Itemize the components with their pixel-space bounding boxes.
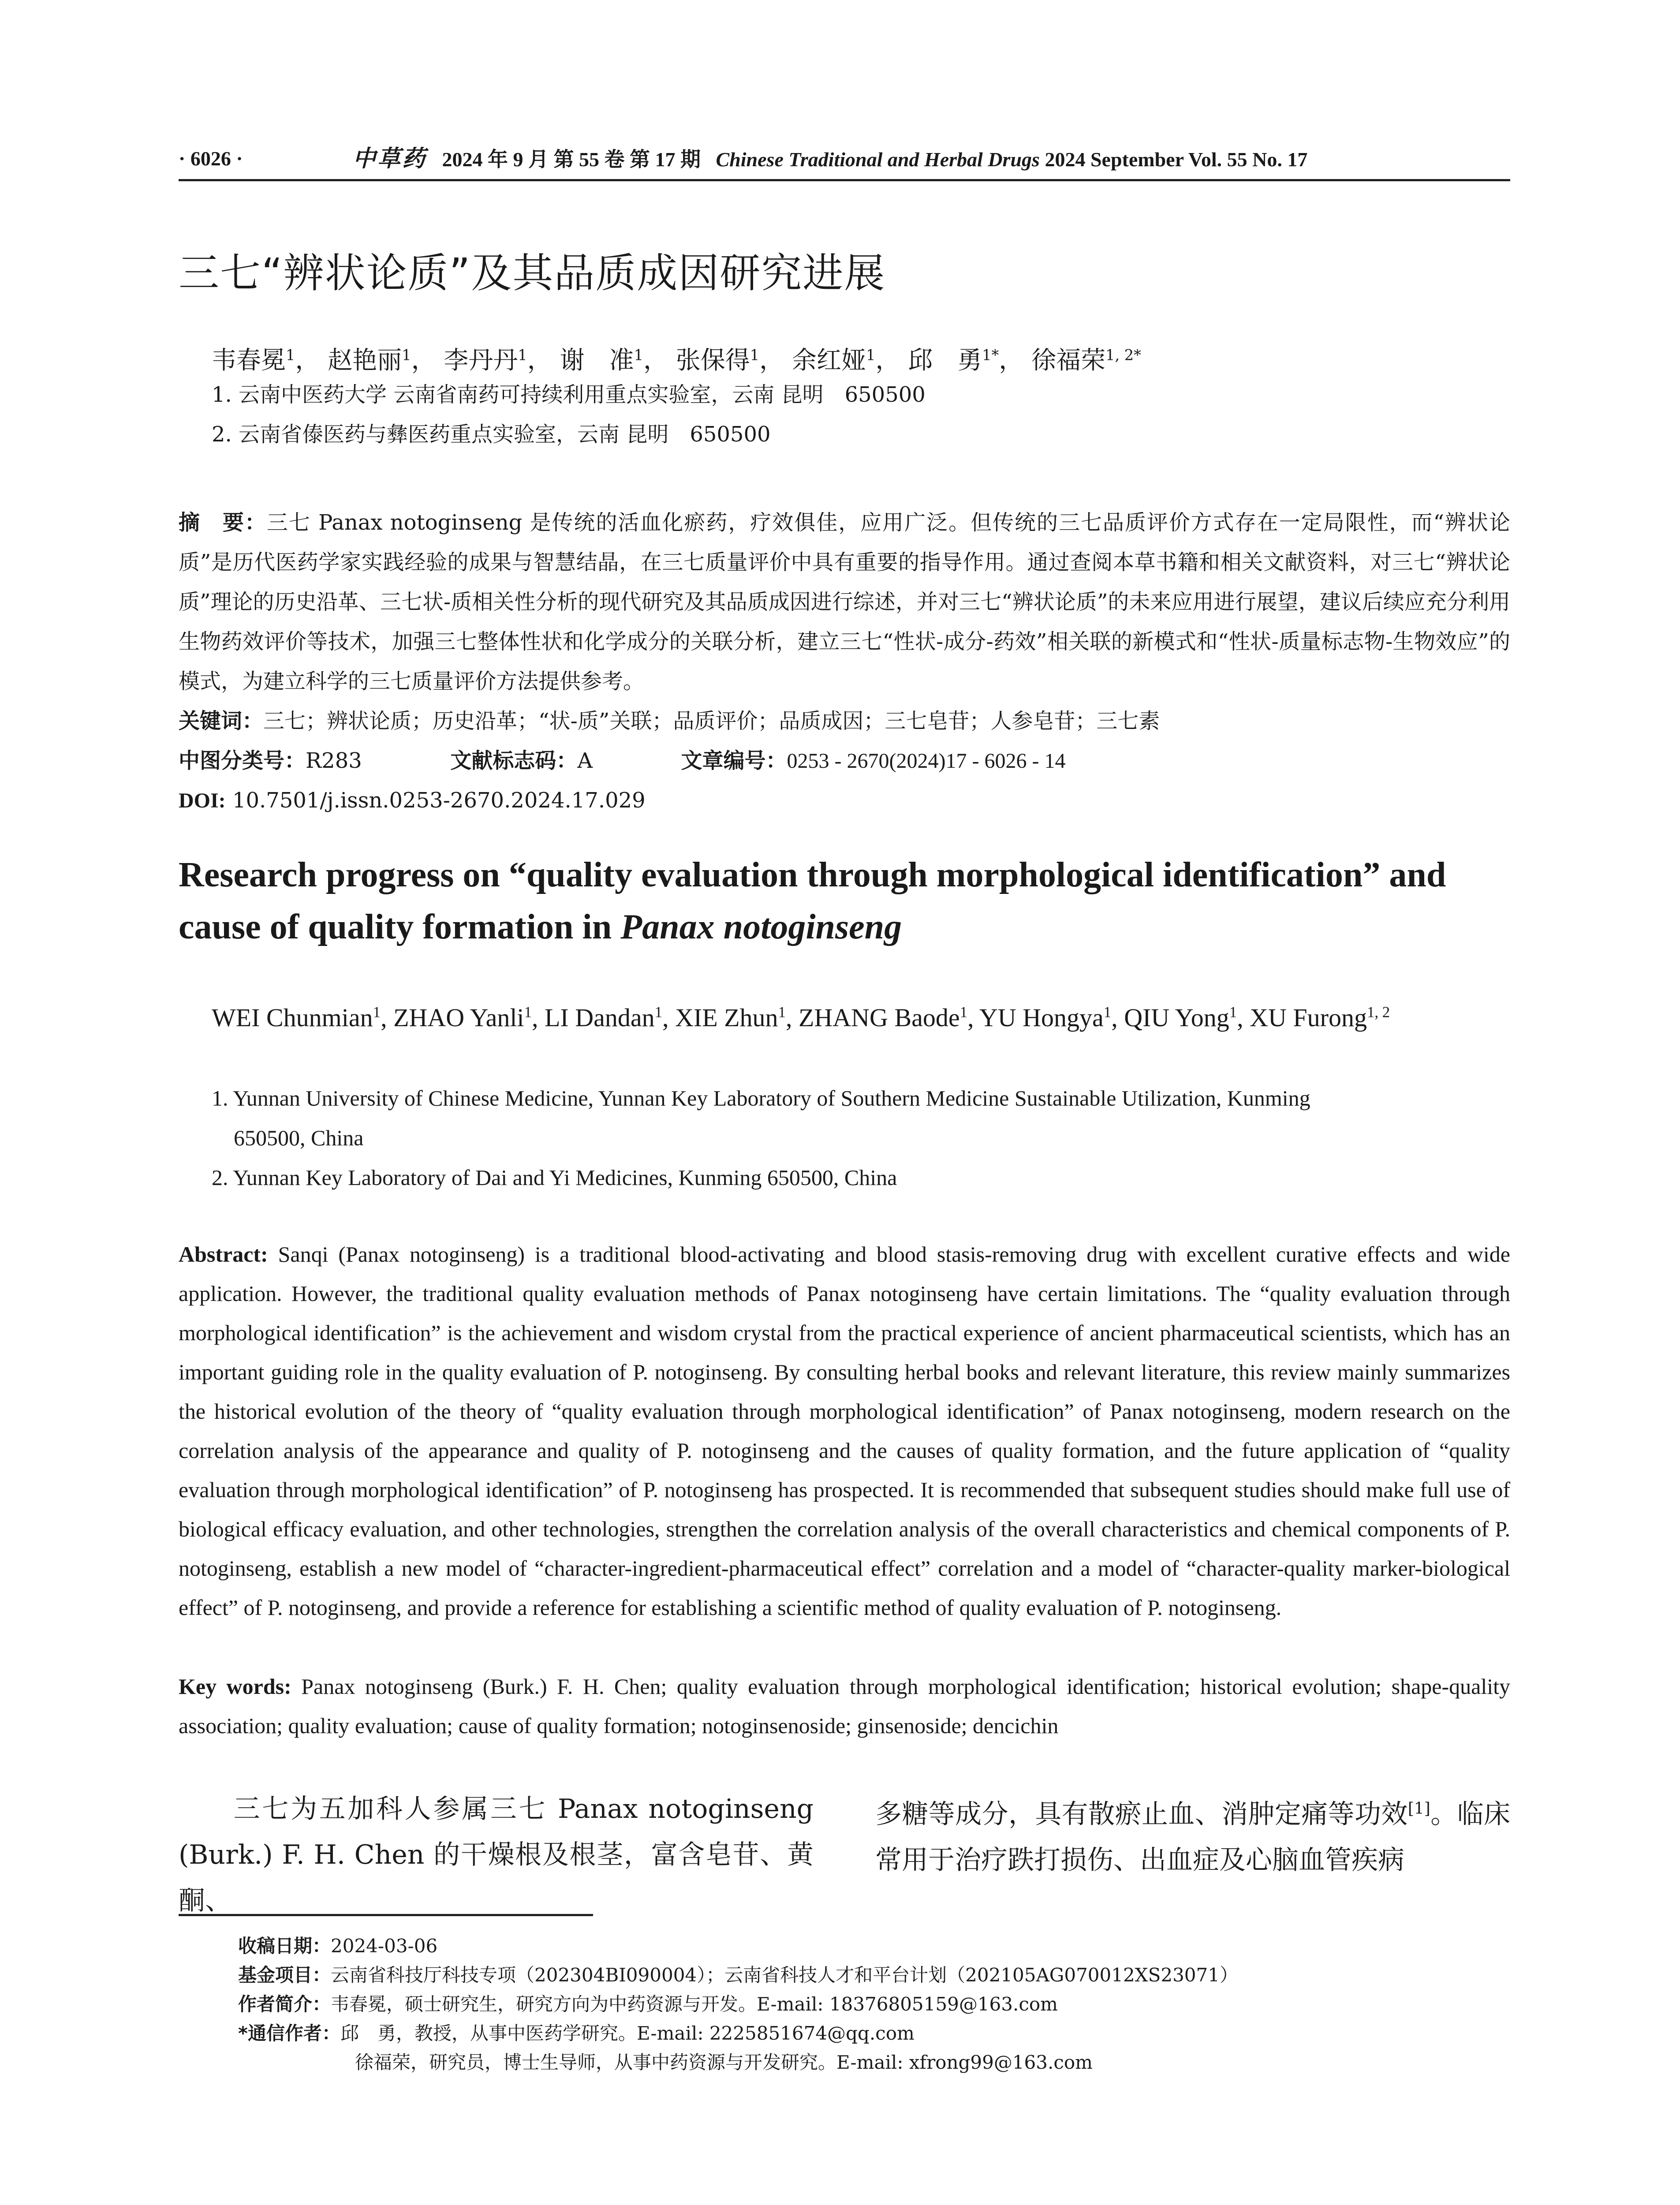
keywords-cn-label: 关键词： <box>179 709 264 733</box>
abstract-en-text: Sanqi (Panax notoginseng) is a traditional blood-activating and blood stasis-removing drug with excellent curative effects and wide application. However, the traditional quality evaluation methods of Panax notoginseng have certain limitations. The “quality evaluation through morphological identification” is the achievement and wisdom crystal from the practical experience of ancient pharmaceutical scientists, which has an important guiding role in the quality evaluation of P. notoginseng. By consulting herbal books and relevant literature, this review mainly summarizes the historical evolution of the theory of “quality evaluation through morphological identification” of Panax notoginseng, modern research on the correlation analysis of the appearance and quality of P. notoginseng and the causes of quality formation, and the future application of “quality evaluation through morphological identification” of P. notoginseng has prospected. It is recommended that subsequent studies should make full use of biological efficacy evaluation, and other technologies, strengthen the correlation analysis of the overall characteristics and chemical components of P. notoginseng, establish a new model of “character-ingredient-pharmaceutical effect” correlation and a model of “character-quality marker-biological effect” of P. notoginseng, and provide a reference for establishing a scientific method of quality evaluation of P. notoginseng. <box>179 1242 1510 1620</box>
abstract-cn <box>179 503 1510 701</box>
author-cn: 张保得$^1$ <box>676 346 760 375</box>
keywords-cn-text: 三七；辨状论质；历史沿革；“状-质”关联；品质评价；品质成因；三七皂苷；人参皂苷；三七素 <box>263 709 1160 733</box>
author-en: XU Furong$^{1, 2}$ <box>1250 1003 1390 1032</box>
clc-value: R283 <box>306 748 362 773</box>
author-en: ZHAO Yanli$^1$ <box>393 1003 532 1032</box>
body-right-text-b: 。临床常用于治疗跌打损伤、出血症及心脑血管疾病 <box>875 1799 1511 1876</box>
keywords-cn <box>179 701 1160 741</box>
footnote-received: 收稿日期：2024-03-06 <box>238 1935 438 1957</box>
journal-line <box>353 141 1307 177</box>
page-number: · 6026 · <box>179 147 243 170</box>
classification-line <box>179 741 1065 781</box>
author-en: YU Hongya$^1$ <box>979 1003 1112 1032</box>
author-en: XIE Zhun$^1$ <box>675 1003 786 1032</box>
journal-name-en: Chinese Traditional and Herbal Drugs <box>716 148 1040 171</box>
article-no-label: 文章编号： <box>681 748 787 773</box>
abstract-cn-label: 摘 要： <box>179 510 267 535</box>
author-en: LI Dandan$^1$ <box>544 1003 662 1032</box>
abstract-en <box>179 1235 1510 1627</box>
authors-cn: 韦春冕$^1$， 赵艳丽$^1$， 李丹丹$^1$， 谢 准$^1$， 张保得$^1$， 余红娅$^1$， 邱 勇$^{1*}$， 徐福荣$^{1, 2*}$ <box>212 346 1141 375</box>
footnote-rule <box>179 1914 593 1916</box>
affiliation-cn-2: 2. 云南省傣医药与彝医药重点实验室，云南 昆明 650500 <box>212 422 771 447</box>
footnote-fund: 基金项目：云南省科技厅科技专项（202304BI090004）；云南省科技人才和平台计划（202105AG070012XS23071） <box>238 1964 1238 1986</box>
author-en: QIU Yong$^1$ <box>1124 1003 1237 1032</box>
body-column-left <box>179 1786 814 1924</box>
keywords-en-text: Panax notoginseng (Burk.) F. H. Chen; quality evaluation through morphological identification; historical evolution; shape-quality association; quality evaluation; cause of quality formation; notoginsenoside; ginsenoside; dencichin <box>179 1674 1510 1738</box>
body-column-right <box>875 1786 1510 1883</box>
journal-name-cn: 中草药 <box>353 145 427 172</box>
doi-line <box>179 781 646 821</box>
author-cn: 谢 准$^1$ <box>560 346 643 375</box>
author-en: WEI Chunmian$^1$ <box>212 1003 381 1032</box>
author-cn: 徐福荣$^{1, 2*}$ <box>1031 346 1141 375</box>
author-cn: 余红娅$^1$ <box>791 346 876 375</box>
footnote-corresponding: *通信作者：邱 勇，教授，从事中医药学研究。E-mail: 2225851674@qq.com <box>238 2022 915 2044</box>
keywords-en <box>179 1667 1510 1745</box>
body-right-text-a: 多糖等成分，具有散瘀止血、消肿定痛等功效 <box>875 1799 1408 1830</box>
authors-en: WEI Chunmian$^1$, ZHAO Yanli$^1$, LI Dandan$^1$, XIE Zhun$^1$, ZHANG Baode$^1$, YU Hongya$^1$, QIU Yong$^1$, XU Furong$^{1, 2}$ <box>212 1003 1390 1032</box>
author-cn: 韦春冕$^1$ <box>212 346 295 375</box>
affiliation-en-2: 2. Yunnan Key Laboratory of Dai and Yi Medicines, Kunming 650500, China <box>212 1165 897 1190</box>
article-no-value: 0253 - 2670(2024)17 - 6026 - 14 <box>787 749 1066 773</box>
author-cn: 邱 勇$^{1*}$ <box>908 346 999 375</box>
clc-label: 中图分类号： <box>179 748 306 773</box>
body-left-text: 三七为五加科人参属三七 Panax notoginseng (Burk.) F. H. Chen 的干燥根及根茎，富含皂苷、黄酮、 <box>179 1794 814 1916</box>
title-en-species: Panax notoginseng <box>620 908 902 946</box>
doi-label: DOI: <box>179 789 226 812</box>
doi-value[interactable]: 10.7501/j.issn.0253-2670.2024.17.029 <box>232 788 646 813</box>
affiliation-cn-1: 1. 云南中医药大学 云南省南药可持续利用重点实验室，云南 昆明 650500 <box>212 382 926 407</box>
author-cn: 李丹丹$^1$ <box>444 346 527 375</box>
doc-code-value: A <box>577 748 593 773</box>
reference-marker[interactable]: [1] <box>1407 1800 1430 1818</box>
footnote-author: 作者简介：韦春冕，硕士研究生，研究方向为中药资源与开发。E-mail: 18376805159@163.com <box>238 1993 1058 2015</box>
keywords-en-label: Key words: <box>179 1674 291 1699</box>
abstract-cn-text: 三七 Panax notoginseng 是传统的活血化瘀药，疗效俱佳，应用广泛。但传统的三七品质评价方式存在一定局限性，而“辨状论质”是历代医药学家实践经验的成果与智慧结晶，在三七质量评价中具有重要的指导作用。通过查阅本草书籍和相关文献资料，对三七“辨状论质”理论的历史沿革、三七状-质相关性分析的现代研究及其品质成因进行综述，并对三七“辨状论质”的未来应用进行展望，建议后续应充分利用生物药效评价等技术，加强三七整体性状和化学成分的关联分析，建立三七“性状-成分-药效”相关联的新模式和“性状-质量标志物-生物效应”的模式，为建立科学的三七质量评价方法提供参考。 <box>179 510 1510 694</box>
abstract-en-label: Abstract: <box>179 1242 268 1267</box>
issue-cn: 2024 年 9 月 第 55 卷 第 17 期 <box>442 148 701 171</box>
issue-en: 2024 September Vol. 55 No. 17 <box>1045 148 1308 171</box>
author-en: ZHANG Baode$^1$ <box>798 1003 968 1032</box>
doc-code-label: 文献标志码： <box>450 748 578 773</box>
affiliation-en-1: 1. Yunnan University of Chinese Medicine, Yunnan Key Laboratory of Southern Medicine Sustainable Utilization, Kunming 650500, China <box>212 1086 1310 1150</box>
title-en-main: Research progress on “quality evaluation through morphological identification” and cause of quality formation in <box>179 856 1446 946</box>
running-header <box>179 141 1510 181</box>
footnote-corresponding-2: 徐福荣，研究员，博士生导师，从事中药资源与开发研究。E-mail: xfrong99@163.com <box>355 2052 1093 2073</box>
title-cn: 三七“辨状论质”及其品质成因研究进展 <box>179 250 886 297</box>
author-cn: 赵艳丽$^1$ <box>328 346 411 375</box>
title-en <box>179 849 1510 953</box>
